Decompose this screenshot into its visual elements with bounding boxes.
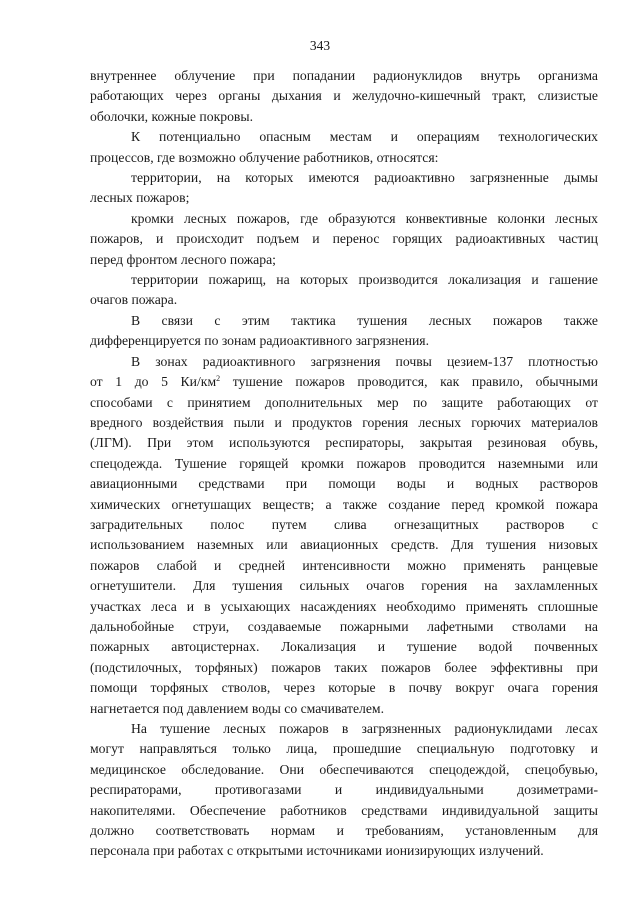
text-line: должно соответствовать нормам и требованиям, установленным для — [90, 823, 598, 839]
text-line: (подстилочных, торфяных) пожаров таких пожаров более эффективны при — [90, 659, 598, 675]
text-line: химических огнетушащих веществ; а также создание перед кромкой пожара — [90, 496, 598, 512]
text-line: перед фронтом лесного пожара; — [90, 251, 276, 267]
text-line: использованием наземных или авиационных средств. Для тушения низовых — [90, 537, 598, 553]
paragraph — [90, 127, 598, 168]
paragraph — [90, 168, 598, 209]
text-line: работающих через органы дыхания и желудочно-кишечный тракт, слизистые — [90, 88, 598, 104]
text-line: способами с принятием дополнительных мер по защите работающих от — [90, 394, 598, 410]
text-line: лесных пожаров; — [90, 190, 190, 206]
paragraph — [90, 719, 598, 862]
text-line: авиационными средствами при помощи воды и водных растворов — [90, 476, 598, 492]
text-line: накопителями. Обеспечение работников средствами индивидуальной защиты — [90, 802, 598, 818]
text-line: процессов, где возможно облучение работников, относятся: — [90, 149, 439, 165]
text-line: (ЛГМ). При этом используются респираторы, закрытая резиновая обувь, — [90, 435, 598, 451]
paragraph — [90, 209, 598, 270]
text-line: На тушение лесных пожаров в загрязненных радионуклидами лесах — [131, 721, 598, 736]
text-line: вредного воздействия пыли и продуктов горения лесных горючих материалов — [90, 414, 598, 430]
text-line: В зонах радиоактивного загрязнения почвы цезием-137 плотностью — [131, 353, 598, 369]
text-line: дифференцируется по зонам радиоактивного загрязнения. — [90, 333, 429, 349]
text-line: заградительных полос путем слива огнезащитных растворов с — [90, 516, 598, 532]
text-line: оболочки, кожные покровы. — [90, 108, 254, 124]
text-line: территории, на которых имеются радиоактивно загрязненные дымы — [131, 170, 598, 186]
text-line: нагнетается под давлением воды со смачивателем. — [90, 700, 385, 716]
text-line: очагов пожара. — [90, 292, 178, 308]
text-line: пожарных автоцистернах. Локализация и тушение водой почвенных — [90, 639, 598, 655]
paragraph — [90, 311, 598, 352]
body-text — [90, 66, 598, 862]
text-line: кромки лесных пожаров, где образуются конвективные колонки лесных — [131, 210, 598, 226]
text-line: К потенциально опасным местам и операциям технологических — [131, 129, 598, 145]
text-line: персонала при работах с открытыми источниками ионизирующих излучений. — [90, 843, 544, 859]
text-line: внутреннее облучение при попадании радионуклидов внутрь организма — [90, 68, 598, 83]
paragraph — [90, 352, 598, 719]
text-line: могут направляться только лица, прошедшие специальную подготовку и — [90, 741, 598, 757]
text-line: участках леса и в усыхающих насаждениях необходимо применять сплошные — [90, 598, 598, 614]
unit-superscript: 2 — [216, 374, 221, 384]
text-line: дальнобойные струи, создаваемые пожарными лафетными стволами на — [90, 618, 598, 634]
text-line: В связи с этим тактика тушения лесных пожаров также — [131, 312, 598, 328]
paragraph — [90, 66, 598, 127]
paragraph — [90, 270, 598, 311]
page-number: 343 — [309, 38, 331, 53]
text-line: медицинское обследование. Они обеспечиваются спецодеждой, спецобувью, — [90, 761, 598, 777]
text-line: респираторами, противогазами и индивидуальными дозиметрами- — [90, 782, 598, 798]
text-line: от 1 до 5 $Ки/км^2$ тушение пожаров проводится, как правило, обычными — [90, 374, 598, 390]
text-line: огнетушители. Для тушения сильных очагов горения на захламленных — [90, 578, 598, 594]
text-line: пожаров слабой и средней интенсивности можно применять ранцевые — [90, 557, 598, 573]
text-line: помощи торфяных стволов, через которые в почву вокруг очага горения — [90, 680, 598, 696]
text-line: территории пожарищ, на которых производится локализация и гашение — [131, 272, 598, 288]
text-line: пожаров, и происходит подъем и перенос горящих радиоактивных частиц — [90, 231, 598, 247]
line-tail: тушение пожаров проводится, как правило, обычными — [220, 374, 598, 390]
text-line: спецодежда. Тушение горящей кромки пожаров проводится наземными или — [90, 455, 598, 471]
